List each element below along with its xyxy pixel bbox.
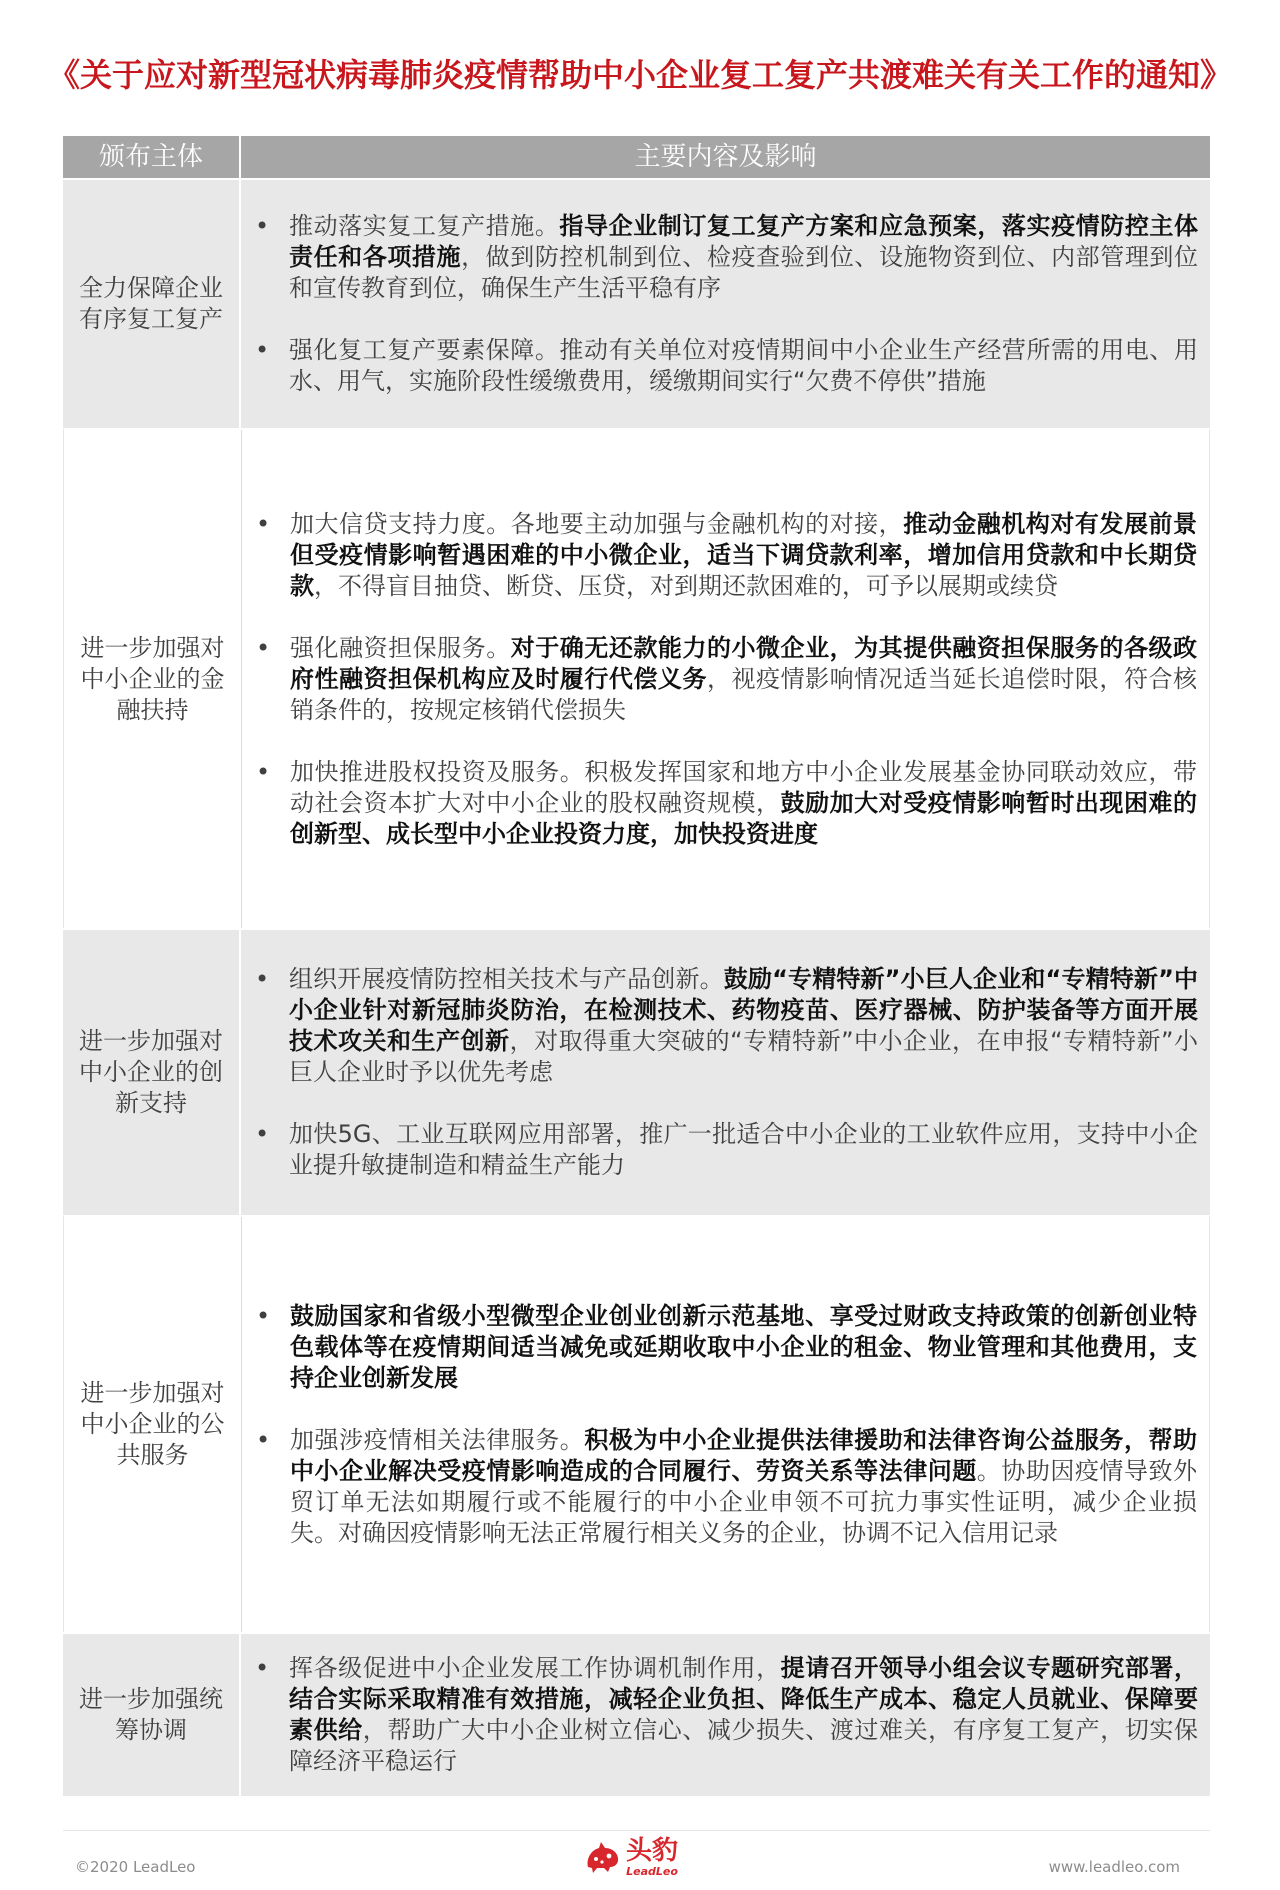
subject-label xyxy=(79,273,223,335)
content-cell xyxy=(241,930,1210,1215)
bullet-icon: • xyxy=(256,1425,271,1454)
subject-label xyxy=(79,1684,223,1746)
table-row xyxy=(63,928,1210,1215)
list-item-text xyxy=(290,1425,1197,1549)
bullet-icon: • xyxy=(255,212,270,240)
subject-label xyxy=(79,1026,223,1119)
bullet-icon: • xyxy=(255,1120,270,1148)
subject-cell xyxy=(63,180,241,428)
content-list xyxy=(255,964,1198,1181)
bold-text-segment: 指导企业制订复工复产方案和应急预案，落实疫情防控主体责任和各项措施 xyxy=(289,212,1199,271)
text-segment: 。协助因疫情导致外贸订单无法如期履行或不能履行的中小企业申领不可抗力事实性证明，减少企业损失。对确因疫情影响无法正常履行相关义务的企业，协调不记入信用记录 xyxy=(290,1456,1198,1547)
bullet-icon: • xyxy=(255,336,270,364)
text-segment: ，做到防控机制到位、检疫查验到位、设施物资到位、内部管理到位和宣传教育到位，确保生产生活平稳有序 xyxy=(289,243,1199,302)
subject-line: 中小企业的公 xyxy=(80,1410,225,1438)
list-item xyxy=(255,335,1198,397)
list-item xyxy=(256,1301,1197,1394)
list-item-text xyxy=(289,1119,1198,1181)
bold-text-segment: 提请召开领导小组会议专题研究部署，结合实际采取精准有效措施，减轻企业负担、降低生产成本、稳定人员就业、保障要素供给 xyxy=(289,1654,1199,1744)
text-segment: 组织开展疫情防控相关技术与产品创新。 xyxy=(289,965,724,993)
text-segment: 强化复工复产要素保障。推动有关单位对疫情期间中小企业生产经营所需的用电、用水、用气，实施阶段性缓缴费用，缓缴期间实行“欠费不停供”措施 xyxy=(289,336,1198,395)
header-subject: 颁布主体 xyxy=(63,136,241,178)
subject-cell xyxy=(63,1634,241,1796)
content-cell xyxy=(242,1217,1209,1632)
page-title: 《关于应对新型冠状病毒肺炎疫情帮助中小企业复工复产共渡难关有关工作的通知》 xyxy=(47,56,1232,94)
text-segment: ，对取得重大突破的“专精特新”中小企业，在申报“专精特新”小巨人企业时予以优先考虑 xyxy=(289,1027,1198,1086)
subject-line: 中小企业的创 xyxy=(79,1058,223,1086)
text-segment: 挥各级促进中小企业发展工作协调机制作用， xyxy=(289,1654,781,1682)
bold-text-segment: 推动金融机构对有发展前景但受疫情影响暂遇困难的中小微企业，适当下调贷款利率，增加信用贷款和中长期贷款 xyxy=(290,509,1198,600)
table-row xyxy=(63,178,1210,428)
content-list xyxy=(255,1653,1198,1777)
bullet-icon: • xyxy=(256,509,271,538)
subject-line: 进一步加强统 xyxy=(79,1685,223,1713)
list-item xyxy=(255,211,1198,304)
list-item-text xyxy=(289,335,1198,397)
logo-subtext: LeadLeo xyxy=(626,1865,678,1878)
footer-divider xyxy=(63,1830,1210,1831)
text-segment: 加快5G、工业互联网应用部署，推广一批适合中小企业的工业软件应用，支持中小企业提升敏捷制造和精益生产能力 xyxy=(289,1120,1198,1179)
list-item-text xyxy=(290,757,1197,850)
footer-website: www.leadleo.com xyxy=(1048,1858,1180,1876)
list-item-text xyxy=(290,633,1197,726)
text-segment: ，视疫情影响情况适当延长追偿时限，符合核销条件的，按规定核销代偿损失 xyxy=(290,664,1198,724)
bullet-icon: • xyxy=(255,1654,270,1682)
bold-text-segment: 鼓励加大对受疫情影响暂时出现困难的创新型、成长型中小企业投资力度，加快投资进度 xyxy=(290,788,1198,848)
subject-label xyxy=(81,1378,225,1471)
header-content: 主要内容及影响 xyxy=(634,142,817,172)
bold-text-segment: 鼓励“专精特新”小巨人企业和“专精特新”中小企业针对新冠肺炎防治，在检测技术、药物疫苗、医疗器械、防护装备等方面开展技术攻关和生产创新 xyxy=(289,965,1198,1055)
content-cell xyxy=(242,430,1209,928)
subject-line: 进一步加强对 xyxy=(80,633,225,662)
subject-line: 有序复工复产 xyxy=(79,305,223,333)
leopard-logo-icon xyxy=(582,1837,622,1877)
list-item xyxy=(256,633,1197,726)
logo-text: 头豹 xyxy=(626,1836,679,1866)
text-segment: ，帮助广大中小企业树立信心、减少损失、渡过难关，有序复工复产，切实保障经济平稳运行 xyxy=(289,1716,1198,1775)
text-segment: 强化融资担保服务。 xyxy=(290,633,511,662)
table-header-row xyxy=(63,136,1210,178)
bullet-icon: • xyxy=(256,1301,271,1330)
subject-line: 进一步加强对 xyxy=(80,1379,225,1407)
text-segment: 加大信贷支持力度。各地要主动加强与金融机构的对接， xyxy=(290,509,904,538)
subject-cell xyxy=(64,430,242,928)
content-list xyxy=(256,1301,1197,1549)
subject-label xyxy=(81,633,225,726)
list-item-text xyxy=(289,1653,1198,1777)
list-item xyxy=(255,964,1198,1088)
list-item xyxy=(255,1119,1198,1181)
subject-cell xyxy=(64,1217,242,1632)
subject-line: 进一步加强对 xyxy=(79,1027,223,1055)
bullet-icon: • xyxy=(256,757,271,786)
subject-line: 共服务 xyxy=(116,1441,189,1469)
bold-text-segment: 鼓励国家和省级小型微型企业创业创新示范基地、享受过财政支持政策的创新创业特色载体等在疫情期间适当减免或延期收取中小企业的租金、物业管理和其他费用，支持企业创新发展 xyxy=(290,1301,1197,1392)
subject-line: 新支持 xyxy=(115,1089,187,1117)
policy-table xyxy=(63,136,1210,1796)
list-item xyxy=(256,509,1197,602)
content-cell xyxy=(241,180,1210,428)
bold-text-segment: 积极为中小企业提供法律援助和法律咨询公益服务，帮助中小企业解决受疫情影响造成的合同履行、劳资关系等法律问题 xyxy=(290,1425,1198,1485)
list-item xyxy=(256,1425,1197,1549)
list-item-text xyxy=(290,509,1197,602)
table-row xyxy=(63,428,1210,928)
logo-wordmark xyxy=(626,1836,678,1878)
content-list xyxy=(255,211,1198,397)
text-segment: 加快推进股权投资及服务。积极发挥国家和地方中小企业发展基金协同联动效应，带动社会资本扩大对中小企业的股权融资规模， xyxy=(290,757,1197,817)
subject-line: 融扶持 xyxy=(116,695,189,724)
footer-logo xyxy=(582,1836,678,1878)
subject-cell xyxy=(63,930,241,1215)
text-segment: 加强涉疫情相关法律服务。 xyxy=(290,1425,585,1454)
subject-line: 筹协调 xyxy=(115,1716,187,1744)
list-item-text xyxy=(289,211,1198,304)
subject-line: 中小企业的金 xyxy=(80,664,225,693)
subject-line: 全力保障企业 xyxy=(79,274,223,302)
text-segment: 推动落实复工复产措施。 xyxy=(289,212,560,240)
list-item-text xyxy=(290,1301,1197,1394)
table-row xyxy=(63,1215,1210,1632)
content-cell xyxy=(241,1634,1210,1796)
bullet-icon: • xyxy=(255,965,270,993)
list-item xyxy=(256,757,1197,850)
content-list xyxy=(256,509,1197,850)
bullet-icon: • xyxy=(256,633,271,662)
text-segment: ，不得盲目抽贷、断贷、压贷，对到期还款困难的，可予以展期或续贷 xyxy=(314,571,1058,600)
bold-text-segment: 对于确无还款能力的小微企业，为其提供融资担保服务的各级政府性融资担保机构应及时履行代偿义务 xyxy=(290,633,1197,693)
table-row xyxy=(63,1632,1210,1796)
list-item xyxy=(255,1653,1198,1777)
list-item-text xyxy=(289,964,1198,1088)
footer-copyright: ©2020 LeadLeo xyxy=(75,1858,196,1876)
